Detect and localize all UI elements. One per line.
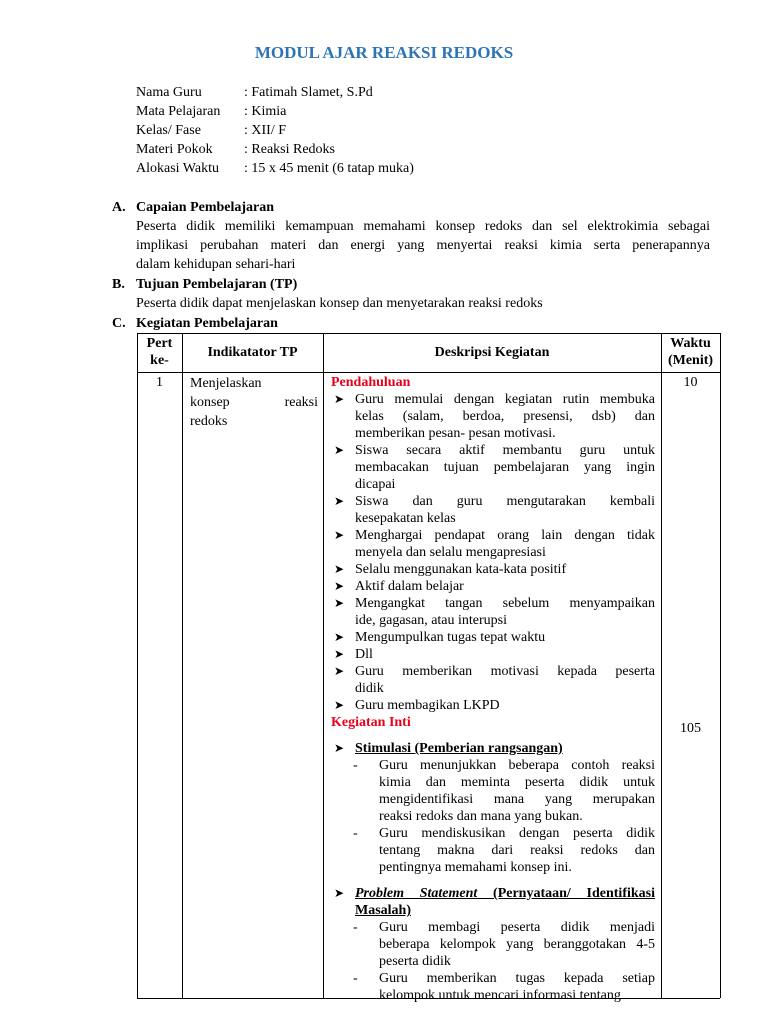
- stimulasi-item: [331, 740, 655, 757]
- row-indikator: [190, 374, 318, 431]
- list-item: [331, 663, 655, 697]
- arrow-bullet-icon: ➤: [334, 630, 345, 644]
- section-b-line: Peserta didik dapat menjelaskan konsep dan menyetarakan reaksi redoks: [136, 296, 543, 311]
- arrow-bullet-icon: ➤: [334, 741, 345, 755]
- activity-table: [137, 333, 720, 1003]
- info-label: Materi Pokok: [136, 142, 213, 157]
- header-waktu-line: Waktu: [670, 336, 711, 351]
- section-c-title: Kegiatan Pembelajaran: [136, 316, 278, 331]
- list-item-line: Menghargai pendapat orang lain dengan tidak: [355, 528, 655, 543]
- list-item-line: dicapai: [355, 477, 396, 492]
- dash-bullet-icon: -: [353, 826, 358, 841]
- dash-bullet-icon: -: [353, 971, 358, 986]
- header-deskripsi: Deskripsi Kegiatan: [434, 345, 550, 360]
- list-item-line: ide, gagasan, atau interupsi: [355, 613, 508, 628]
- table-header-divider: [137, 372, 720, 373]
- row-waktu-inti: 105: [680, 721, 701, 736]
- indikator-line: Menjelaskan: [190, 376, 262, 391]
- info-value: : 15 x 45 menit (6 tatap muka): [244, 161, 414, 176]
- list-item-line: pentingnya memahami konsep ini.: [379, 860, 572, 875]
- list-item-line: Guru membagikan LKPD: [355, 698, 500, 713]
- row-waktu-pendahuluan: 10: [683, 375, 698, 390]
- arrow-bullet-icon: ➤: [334, 886, 345, 900]
- list-item-line: Selalu menggunakan kata-kata positif: [355, 562, 567, 577]
- list-item: [331, 629, 655, 646]
- kegiatan-inti-heading: Kegiatan Inti: [331, 715, 411, 730]
- list-item: [331, 391, 655, 442]
- teacher-info: [136, 84, 414, 179]
- info-value: : Reaksi Redoks: [244, 142, 335, 157]
- arrow-bullet-icon: ➤: [334, 392, 345, 406]
- section-a-heading: [112, 199, 274, 216]
- arrow-bullet-icon: ➤: [334, 579, 345, 593]
- list-item-line: Guru memulai dengan kegiatan rutin membuka: [355, 392, 655, 407]
- list-item-line: tentang makna dari reaksi redoks dan: [379, 843, 655, 858]
- arrow-bullet-icon: ➤: [334, 443, 345, 457]
- problem-item: [331, 885, 655, 919]
- arrow-bullet-icon: ➤: [334, 494, 345, 508]
- list-item-line: Siswa secara aktif membantu guru untuk: [355, 443, 655, 458]
- problem-heading-rest: (Pernyataan/ Identifikasi: [477, 886, 655, 901]
- list-item-line: peserta didik: [379, 954, 451, 969]
- info-label: Alokasi Waktu: [136, 161, 219, 176]
- indikator-line: konsep reaksi: [190, 395, 318, 410]
- list-item-line: didik: [355, 681, 384, 696]
- list-item-line: Mengangkat tangan sebelum menyampaikan: [355, 596, 655, 611]
- table-border-right: [720, 333, 721, 998]
- info-row: [136, 160, 414, 179]
- list-item: [331, 595, 655, 629]
- info-row: [136, 141, 414, 160]
- info-label: Mata Pelajaran: [136, 104, 221, 119]
- list-item: [331, 578, 655, 595]
- list-item-line: Guru membagi peserta didik menjadi: [379, 920, 655, 935]
- info-label: Kelas/ Fase: [136, 123, 201, 138]
- info-label: Nama Guru: [136, 85, 202, 100]
- section-a-line: implikasi perubahan materi dan energi yang menyertai reaksi kimia serta penerapannya: [136, 238, 710, 253]
- list-item-line: Guru mendiskusikan dengan peserta didik: [379, 826, 655, 841]
- info-value: : Fatimah Slamet, S.Pd: [244, 85, 373, 100]
- section-b-letter: B.: [112, 277, 125, 292]
- list-item-line: memberikan pesan- pesan motivasi.: [355, 426, 556, 441]
- list-item: [331, 493, 655, 527]
- info-row: [136, 103, 414, 122]
- header-waktu: [661, 335, 720, 369]
- table-col-divider: [182, 333, 183, 998]
- arrow-bullet-icon: ➤: [334, 596, 345, 610]
- document-title: MODUL AJAR REAKSI REDOKS: [254, 43, 514, 62]
- list-item-line: membacakan tujuan pembelajaran yang ingin: [355, 460, 655, 475]
- list-item-line: Guru memberikan tugas kepada setiap: [379, 971, 655, 986]
- arrow-bullet-icon: ➤: [334, 698, 345, 712]
- list-item-line: kelompok untuk mencari informasi tentang: [379, 988, 621, 1003]
- section-b-heading: [112, 276, 297, 293]
- list-item-line: kelas (salam, berdoa, presensi, dsb) dan: [355, 409, 655, 424]
- list-item-line: Dll: [355, 647, 373, 662]
- arrow-bullet-icon: ➤: [334, 528, 345, 542]
- row-deskripsi: [331, 374, 655, 1004]
- indikator-line: redoks: [190, 414, 228, 429]
- problem-heading-line: Masalah): [355, 903, 411, 918]
- section-a-letter: A.: [112, 200, 126, 215]
- row-pert: 1: [156, 375, 163, 390]
- stimulasi-heading: Stimulasi (Pemberian rangsangan): [355, 741, 563, 756]
- list-item-line: reaksi redoks dan mana yang bukan.: [379, 809, 583, 824]
- list-item-line: Aktif dalam belajar: [355, 579, 464, 594]
- info-row: [136, 122, 414, 141]
- list-item-line: kesepakatan kelas: [355, 511, 456, 526]
- list-item: [331, 757, 655, 825]
- list-item-line: Siswa dan guru mengutarakan kembali: [355, 494, 655, 509]
- pendahuluan-list: [331, 391, 655, 714]
- info-row: [136, 84, 414, 103]
- list-item: [331, 442, 655, 493]
- list-item: [331, 697, 655, 714]
- section-a-title: Capaian Pembelajaran: [136, 200, 275, 215]
- table-border-top: [137, 333, 720, 334]
- header-indikator: Indikatator TP: [207, 345, 298, 360]
- section-c-heading: [112, 315, 278, 332]
- arrow-bullet-icon: ➤: [334, 647, 345, 661]
- header-waktu-line: (Menit): [667, 353, 714, 368]
- list-item-line: menyela dan selalu mengapresiasi: [355, 545, 546, 560]
- list-item-line: beberapa kelompok yang beranggotakan 4-5: [379, 937, 655, 952]
- list-item: [331, 646, 655, 663]
- arrow-bullet-icon: ➤: [334, 664, 345, 678]
- section-a-body: [136, 218, 710, 275]
- list-item: [331, 919, 655, 970]
- list-item-line: kimia dan meminta peserta didik untuk: [379, 775, 655, 790]
- stimulasi-list: [331, 757, 655, 876]
- header-pert: [137, 335, 182, 369]
- info-value: : XII/ F: [244, 123, 286, 138]
- header-pert-line: ke-: [150, 353, 169, 368]
- problem-list: [331, 919, 655, 1004]
- list-item-line: Guru menunjukkan beberapa contoh reaksi: [379, 758, 655, 773]
- list-item: [331, 825, 655, 876]
- list-item: [331, 561, 655, 578]
- section-b-body: [136, 295, 710, 314]
- dash-bullet-icon: -: [353, 920, 358, 935]
- dash-bullet-icon: -: [353, 758, 358, 773]
- table-col-divider: [661, 333, 662, 998]
- section-c-letter: C.: [112, 316, 126, 331]
- section-a-line: Peserta didik memiliki kemampuan memahami konsep redoks dan sel elektrokimia sebagai: [136, 219, 710, 234]
- list-item: [331, 970, 655, 1004]
- section-b-title: Tujuan Pembelajaran (TP): [136, 277, 298, 292]
- list-item: [331, 527, 655, 561]
- pendahuluan-heading: Pendahuluan: [331, 375, 411, 390]
- table-col-divider: [323, 333, 324, 998]
- arrow-bullet-icon: ➤: [334, 562, 345, 576]
- list-item-line: Guru memberikan motivasi kepada peserta: [355, 664, 655, 679]
- header-pert-line: Pert: [146, 336, 173, 351]
- problem-heading-italic: Problem Statement: [355, 886, 478, 901]
- section-a-line: dalam kehidupan sehari-hari: [136, 257, 296, 272]
- list-item-line: Mengumpulkan tugas tepat waktu: [355, 630, 546, 645]
- table-border-left: [137, 333, 138, 998]
- list-item-line: mengidentifikasi mana yang merupakan: [379, 792, 655, 807]
- info-value: : Kimia: [244, 104, 287, 119]
